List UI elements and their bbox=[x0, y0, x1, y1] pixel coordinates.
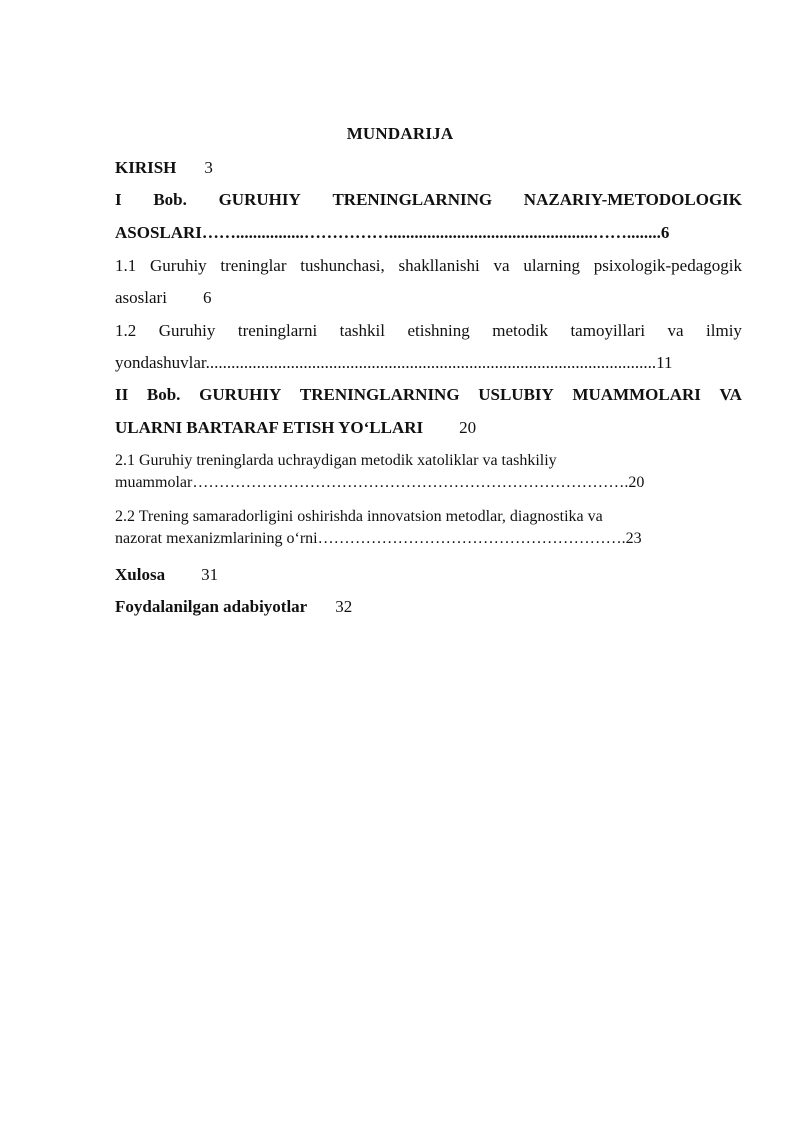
entry-page: 3 bbox=[204, 158, 213, 177]
entry-label: Xulosa bbox=[115, 565, 166, 584]
entry-label: asoslari bbox=[115, 288, 167, 307]
entry-word: Bob. bbox=[146, 385, 181, 404]
entry-word: NAZARIY-METODOLOGIK bbox=[523, 190, 742, 209]
entry-word: shakllanishi bbox=[398, 256, 480, 275]
toc-entry-1-1-line2[interactable] bbox=[115, 288, 742, 308]
entry-word: etishning bbox=[407, 321, 470, 340]
entry-word: va bbox=[493, 256, 510, 275]
entry-word: GURUHIY bbox=[218, 190, 301, 209]
entry-word: USLUBIY bbox=[478, 385, 554, 404]
entry-word: Guruhiy bbox=[150, 256, 207, 275]
toc-entry-bob1-line2[interactable] bbox=[115, 223, 742, 243]
entry-page: 20 bbox=[459, 418, 477, 437]
toc-entry-2-1-line2[interactable] bbox=[115, 474, 742, 492]
entry-label: KIRISH bbox=[115, 158, 177, 177]
entry-word: psixologik-pedagogik bbox=[593, 256, 742, 275]
toc-entry-bob1-line1[interactable] bbox=[115, 190, 742, 210]
toc-entry-2-1-line1[interactable] bbox=[115, 452, 742, 470]
entry-word: GURUHIY bbox=[199, 385, 282, 404]
toc-entry-1-1-line1[interactable] bbox=[115, 256, 742, 276]
entry-page: 23 bbox=[625, 530, 642, 547]
entry-word: TRENINGLARNING bbox=[332, 190, 493, 209]
entry-page: 6 bbox=[202, 288, 212, 307]
entry-word: I bbox=[115, 190, 122, 209]
entry-word: metodik bbox=[492, 321, 548, 340]
entry-label: 2.2 Trening samaradorligini oshirishda innovatsion metodlar, diagnostika va bbox=[115, 508, 603, 525]
entry-word: 1.2 bbox=[115, 321, 137, 340]
toc-entry-1-2-line2[interactable] bbox=[115, 353, 742, 373]
toc-entry-1-2-line1[interactable] bbox=[115, 321, 742, 341]
entry-word: 1.1 bbox=[115, 256, 137, 275]
entry-word: va bbox=[667, 321, 684, 340]
entry-word: II bbox=[115, 385, 129, 404]
entry-word: VA bbox=[719, 385, 742, 404]
entry-word: TRENINGLARNING bbox=[299, 385, 460, 404]
toc-entry-xulosa[interactable] bbox=[115, 565, 742, 585]
entry-word: tashkil bbox=[339, 321, 385, 340]
entry-page: 20 bbox=[628, 474, 645, 491]
toc-entry-2-2-line1[interactable] bbox=[115, 508, 742, 526]
entry-word: treninglar bbox=[220, 256, 287, 275]
entry-leader: ASOSLARI……................……………................................................……........ bbox=[115, 223, 661, 242]
entry-word: MUAMMOLARI bbox=[572, 385, 701, 404]
entry-word: tushunchasi, bbox=[300, 256, 385, 275]
entry-word: Guruhiy bbox=[158, 321, 216, 340]
entry-leader: yondashuvlar.......................................................................................................... bbox=[115, 353, 657, 372]
entry-label: ULARNI BARTARAF ETISH YO‘LLARI bbox=[115, 418, 424, 437]
entry-leader: muammolar………………………………………………………………………. bbox=[115, 474, 629, 491]
entry-page: 31 bbox=[201, 565, 219, 584]
entry-word: Bob. bbox=[153, 190, 187, 209]
toc-entry-adabiyotlar[interactable] bbox=[115, 597, 742, 617]
entry-word: ularning bbox=[523, 256, 580, 275]
entry-word: ilmiy bbox=[706, 321, 742, 340]
entry-page: 32 bbox=[335, 597, 353, 616]
toc-entry-2-2-line2[interactable] bbox=[115, 530, 742, 548]
toc-title: MUNDARIJA bbox=[346, 124, 454, 143]
entry-word: tamoyillari bbox=[570, 321, 646, 340]
entry-label: Foydalanilgan adabiyotlar bbox=[115, 597, 308, 616]
entry-page: 6 bbox=[660, 223, 670, 242]
toc-entry-bob2-line1[interactable] bbox=[115, 385, 742, 405]
toc-entry-kirish[interactable] bbox=[115, 158, 742, 178]
entry-word: treninglarni bbox=[237, 321, 318, 340]
toc-entry-bob2-line2[interactable] bbox=[115, 418, 742, 438]
entry-label: 2.1 Guruhiy treninglarda uchraydigan metodik xatoliklar va tashkiliy bbox=[115, 452, 557, 469]
entry-leader: nazorat mexanizmlarining o‘rni…………………………………………………. bbox=[115, 530, 626, 547]
entry-page: 11 bbox=[656, 353, 673, 372]
